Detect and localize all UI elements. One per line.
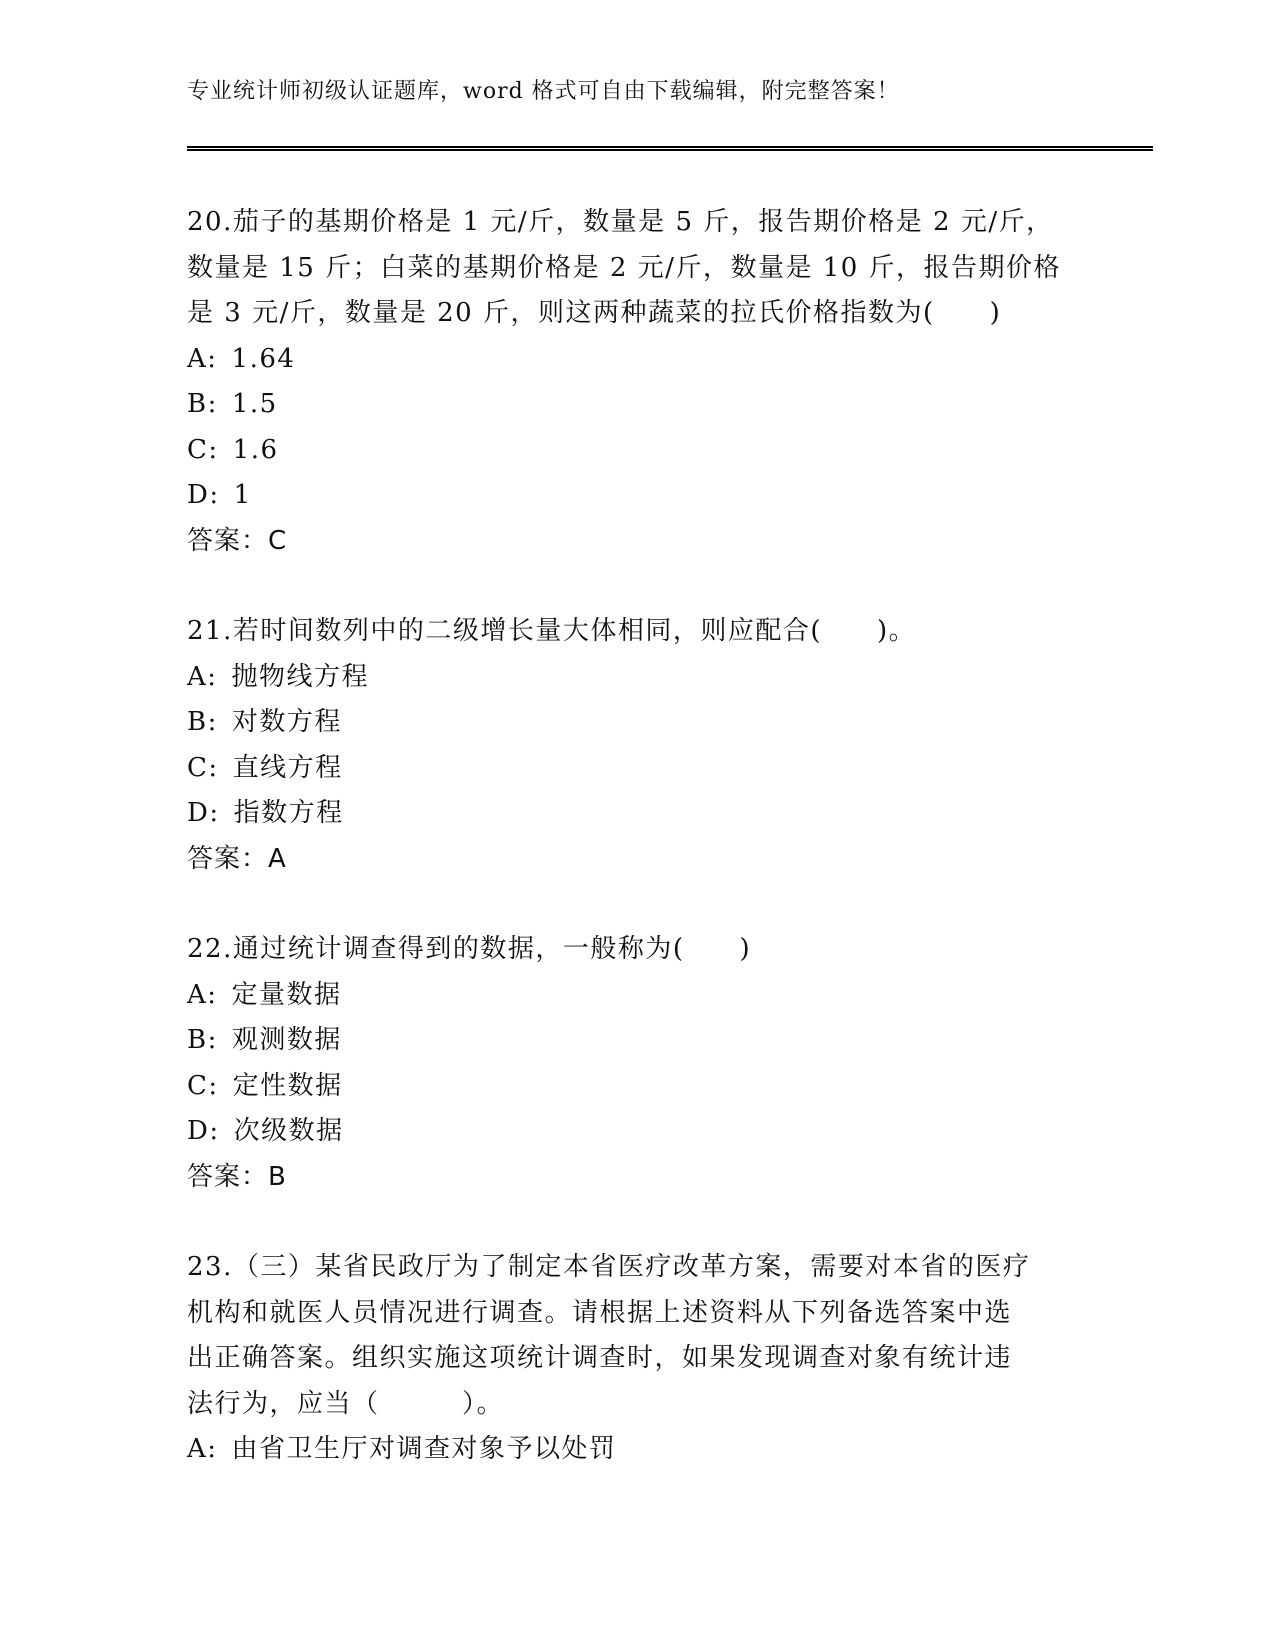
option-text: 抛物线方程 <box>231 661 370 692</box>
question-list <box>187 200 1087 1518</box>
option-b <box>187 382 1087 428</box>
option-label: A: <box>187 1434 218 1464</box>
option-label: B: <box>187 1025 218 1055</box>
option-label: B: <box>187 707 218 737</box>
stem-line: 数量是 15 斤；白菜的基期价格是 2 元/斤，数量是 10 斤，报告期价格 <box>187 252 1062 283</box>
option-a <box>187 1427 1087 1473</box>
question-stem <box>187 1245 1087 1427</box>
option-text: 指数方程 <box>233 798 344 828</box>
answer: 答案：A <box>187 843 287 874</box>
option-label: A: <box>187 979 218 1010</box>
stem-line: 20.茄子的基期价格是 1 元/斤，数量是 5 斤，报告期价格是 2 元/斤， <box>187 207 1054 237</box>
option-d <box>187 473 1087 519</box>
header-rule <box>187 146 1153 151</box>
option-b <box>187 1018 1087 1064</box>
question-stem <box>187 609 1087 655</box>
stem-line: 21.若时间数列中的二级增长量大体相同，则应配合( )。 <box>187 616 917 646</box>
option-text: 1.6 <box>232 434 279 465</box>
question-23 <box>187 1245 1087 1473</box>
option-c <box>187 746 1087 792</box>
option-label: A: <box>187 343 218 374</box>
option-label: D: <box>187 1116 220 1146</box>
option-label: D: <box>187 480 220 510</box>
answer: 答案：C <box>187 525 288 556</box>
option-label: C: <box>187 1070 219 1101</box>
stem-line: 23.（三）某省民政厅为了制定本省医疗改革方案，需要对本省的医疗 <box>187 1252 1031 1282</box>
stem-line: 出正确答案。组织实施这项统计调查时，如果发现调查对象有统计违 <box>187 1343 1013 1373</box>
option-label: B: <box>187 389 218 419</box>
question-21 <box>187 609 1087 882</box>
option-label: C: <box>187 434 219 465</box>
option-text: 1 <box>233 480 252 510</box>
question-stem <box>187 200 1087 337</box>
question-stem <box>187 927 1087 973</box>
option-d <box>187 791 1087 837</box>
option-label: A: <box>187 661 218 692</box>
option-text: 次级数据 <box>233 1116 344 1146</box>
option-text: 观测数据 <box>231 1025 342 1055</box>
option-text: 由省卫生厅对调查对象予以处罚 <box>231 1434 617 1464</box>
option-a <box>187 337 1087 383</box>
question-22 <box>187 927 1087 1200</box>
question-20 <box>187 200 1087 564</box>
stem-line: 法行为，应当（ ）。 <box>187 1388 505 1419</box>
option-text: 定量数据 <box>231 979 342 1010</box>
option-text: 定性数据 <box>232 1070 343 1101</box>
stem-line: 机构和就医人员情况进行调查。请根据上述资料从下列备选答案中选 <box>187 1297 1013 1328</box>
option-a <box>187 973 1087 1019</box>
option-b <box>187 700 1087 746</box>
option-text: 对数方程 <box>231 707 342 737</box>
option-text: 1.64 <box>231 343 296 374</box>
option-text: 直线方程 <box>232 752 343 783</box>
option-label: D: <box>187 798 220 828</box>
option-c <box>187 428 1087 474</box>
stem-line: 是 3 元/斤，数量是 20 斤，则这两种蔬菜的拉氏价格指数为( ) <box>187 298 1002 328</box>
page-header: 专业统计师初级认证题库，word 格式可自由下载编辑，附完整答案！ <box>187 79 900 104</box>
answer: 答案：B <box>187 1161 287 1192</box>
option-c <box>187 1064 1087 1110</box>
stem-line: 22.通过统计调查得到的数据，一般称为( ) <box>187 934 752 964</box>
option-a <box>187 655 1087 701</box>
option-label: C: <box>187 752 219 783</box>
option-text: 1.5 <box>231 389 278 419</box>
option-d <box>187 1109 1087 1155</box>
